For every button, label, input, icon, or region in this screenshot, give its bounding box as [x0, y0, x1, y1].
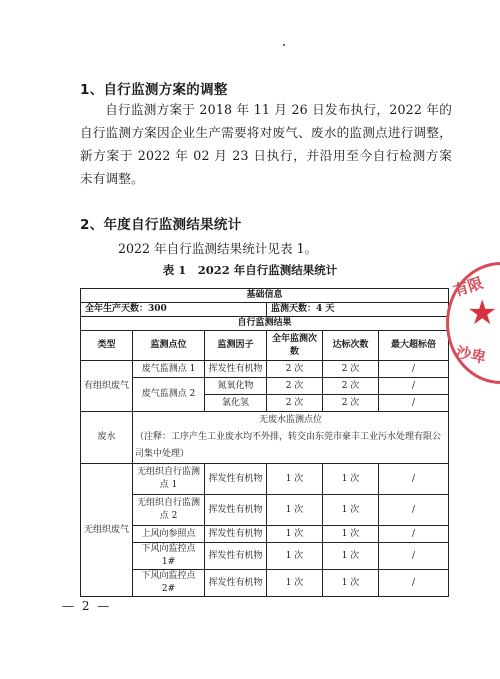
factor-cell: 挥发性有机物: [205, 361, 267, 378]
section1-paragraph: 自行监测方案于 2018 年 11 月 26 日发布执行，2022 年的自行监测方案因企业生产需要将对废气、废水的监测点进行调整，新方案于 2022 年 02 月 23 日执行，并沿用至今自行检测方案未有调整。: [80, 102, 452, 186]
type-cell: 无组织废气: [81, 464, 133, 597]
pass-cell: 1 次: [323, 495, 379, 526]
factor-cell: 挥发性有机物: [205, 464, 267, 495]
seal-text-bottom: 沙卑: [454, 343, 488, 367]
count-cell: 1 次: [267, 495, 323, 526]
max-cell: /: [379, 526, 449, 543]
factor-cell: 挥发性有机物: [205, 570, 267, 597]
wastewater-line2: （注释：工序产生工业废水均不外排，转交由东莞市豪丰工业污水处理有限公司集中处理）: [135, 432, 442, 459]
table-caption: 表 1 2022 年自行监测结果统计: [162, 263, 338, 277]
section1-heading: 1、自行监测方案的调整: [80, 82, 228, 98]
pass-cell: 1 次: [323, 570, 379, 597]
count-cell: 1 次: [267, 570, 323, 597]
wastewater-line1: 无废水监测点位: [259, 415, 323, 425]
results-table: [80, 288, 449, 597]
count-cell: 1 次: [267, 543, 323, 570]
company-seal: [446, 262, 500, 384]
pass-cell: 2 次: [323, 378, 379, 395]
pass-cell: 1 次: [323, 464, 379, 495]
pass-cell: 2 次: [323, 361, 379, 378]
count-cell: 2 次: [267, 361, 323, 378]
seal-text-top: 有限: [451, 273, 486, 301]
point-cell: 废气监测点 1: [133, 361, 205, 378]
max-cell: /: [379, 361, 449, 378]
header-cell: 全年监测次数: [267, 331, 323, 361]
section2-heading: 2、年度自行监测结果统计: [80, 217, 242, 233]
pass-cell: 2 次: [323, 395, 379, 412]
production-days: 全年生产天数：300: [81, 303, 267, 317]
max-cell: /: [379, 378, 449, 395]
factor-cell: 挥发性有机物: [205, 543, 267, 570]
point-cell: 无组织自行监测点 2: [133, 495, 205, 526]
type-cell: 废水: [81, 412, 133, 464]
scan-dot: [283, 44, 285, 46]
point-cell: 废气监测点 2: [133, 378, 205, 412]
header-cell: 达标次数: [323, 331, 379, 361]
star-icon: ★: [467, 293, 498, 333]
count-cell: 2 次: [267, 395, 323, 412]
wastewater-note: [133, 412, 449, 464]
header-cell: 监测因子: [205, 331, 267, 361]
count-cell: 1 次: [267, 464, 323, 495]
point-cell: 无组织自行监测点 1: [133, 464, 205, 495]
header-cell: 最大超标倍: [379, 331, 449, 361]
factor-cell: 挥发性有机物: [205, 495, 267, 526]
max-cell: /: [379, 464, 449, 495]
point-cell: 下风向监控点 1#: [133, 543, 205, 570]
max-cell: /: [379, 543, 449, 570]
point-cell: 下风向监控点 2#: [133, 570, 205, 597]
count-cell: 2 次: [267, 378, 323, 395]
monitoring-days: 监测天数：4 天: [267, 303, 449, 317]
max-cell: /: [379, 495, 449, 526]
max-cell: /: [379, 570, 449, 597]
pass-cell: 1 次: [323, 526, 379, 543]
header-cell: 监测点位: [133, 331, 205, 361]
max-cell: /: [379, 395, 449, 412]
page-number: — 2 —: [62, 599, 112, 613]
count-cell: 1 次: [267, 526, 323, 543]
pass-cell: 1 次: [323, 543, 379, 570]
results-title: 自行监测结果: [81, 317, 449, 331]
factor-cell: 氮氧化物: [205, 378, 267, 395]
point-cell: 上风向参照点: [133, 526, 205, 543]
header-cell: 类型: [81, 331, 133, 361]
factor-cell: 氯化氢: [205, 395, 267, 412]
section2-intro: 2022 年自行监测结果统计见表 1。: [118, 241, 318, 256]
factor-cell: 挥发性有机物: [205, 526, 267, 543]
basic-info-title: 基础信息: [81, 289, 449, 303]
type-cell: 有组织废气: [81, 361, 133, 412]
